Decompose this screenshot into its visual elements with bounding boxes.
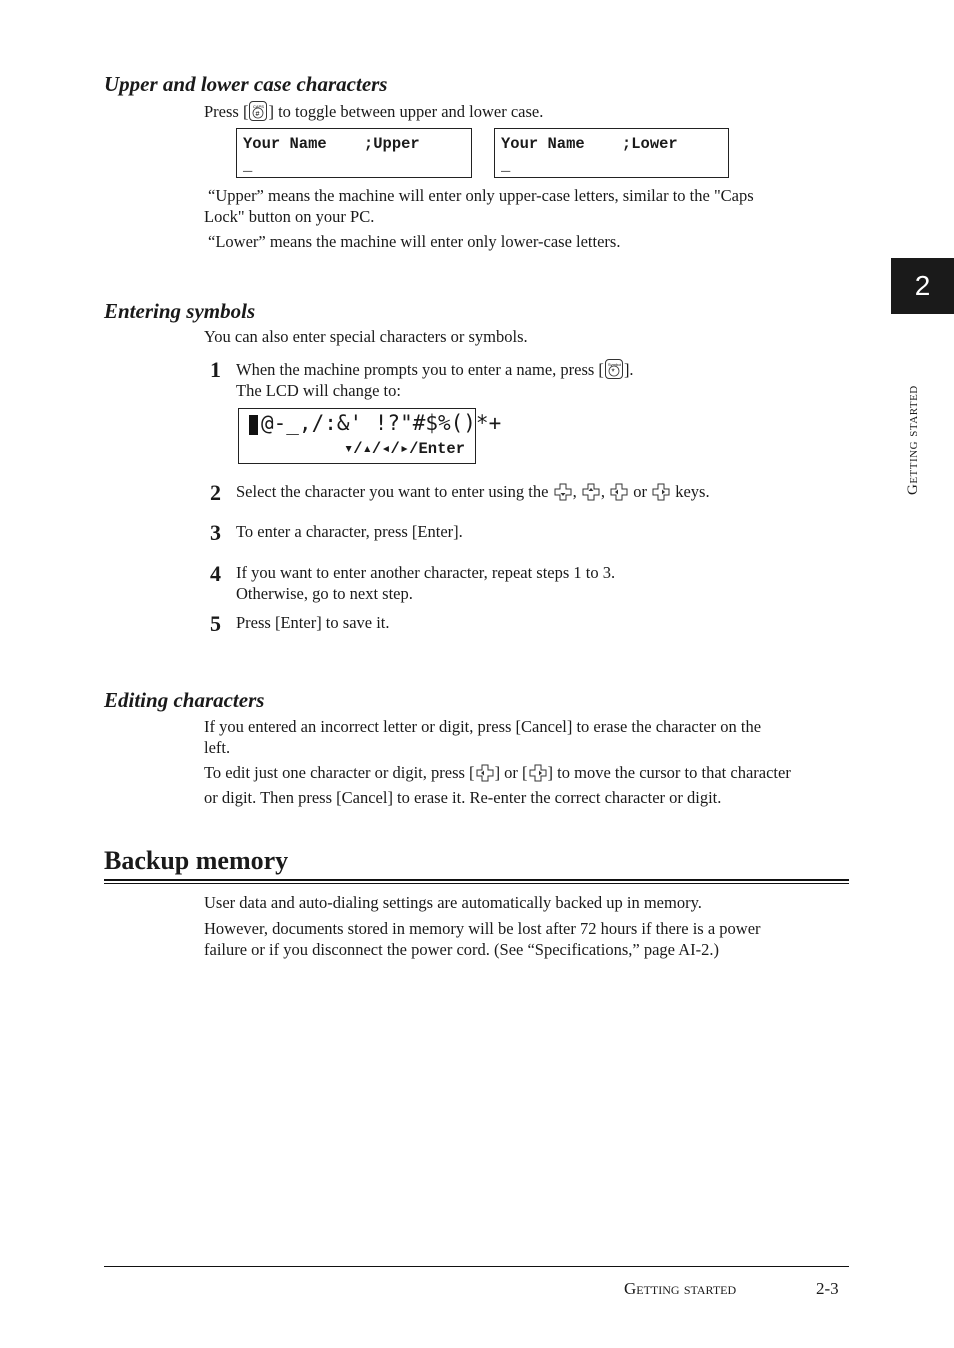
right-arrow-key-icon [529,764,547,788]
lcd-upper-display [236,128,472,178]
symbol-key-icon [605,359,623,379]
section-heading-editing: Editing characters [104,688,265,712]
step-5-text: Press [Enter] to save it. [236,613,390,632]
left-arrow-key-icon [476,764,494,788]
lcd-lower-line2: _ [501,157,511,175]
section-heading-upper-lower: Upper and lower case characters [104,72,388,96]
section-heading-symbols: Entering symbols [104,299,256,323]
lower-description: “Lower” means the machine will enter only lower-case letters. [208,232,621,251]
symbols-intro: You can also enter special characters or symbols. [204,327,528,346]
svg-text:*: * [611,367,615,377]
backup-paragraph-1: User data and auto-dialing settings are automatically backed up in memory. [204,893,702,912]
lcd-lower-display [494,128,729,178]
upper-description: “Upper” means the machine will enter only upper-case letters, similar to the "Caps Lock" button on your PC. [204,186,754,226]
step-2-text: Select the character you want to enter using the , , or keys. [236,482,710,507]
down-arrow-key-icon [554,483,572,507]
step-number-2: 2 [210,480,221,505]
lcd-symbols-line2: ▾/▴/◂/▸/Enter [343,440,465,458]
footer-section-title: Getting started [624,1279,737,1298]
caps-key-label: CAPS [253,104,265,109]
lcd-cursor-block [249,415,258,435]
lcd-symbols-line1: @-_,/:&' !?"#$%()*+ [261,411,502,435]
lcd-upper-line1: Your Name ;Upper [243,135,420,153]
lcd-upper-line2: _ [243,157,253,175]
side-chapter-label: Getting started [905,385,921,495]
symbol-key-label: Symbol [607,362,621,367]
footer-rule [104,1266,849,1267]
section-heading-backup: Backup memory [104,846,289,875]
editing-paragraph-1: If you entered an incorrect letter or digit, press [Cancel] to erase the character on the left. [204,717,762,757]
footer-page-number: 2-3 [816,1279,839,1298]
chapter-tab: 2 [891,258,954,314]
backup-paragraph-2: However, documents stored in memory will be lost after 72 hours if there is a power failure or if you disconnect the power cord. (See “Specifications,” page AI-2.) [204,919,761,959]
right-arrow-key-icon [652,483,670,507]
up-arrow-key-icon [582,483,600,507]
caps-key-icon [249,101,267,121]
step-number-1: 1 [210,357,221,382]
step-number-5: 5 [210,611,221,636]
step-4-text: If you want to enter another character, repeat steps 1 to 3. Otherwise, go to next step. [236,563,616,603]
step-1-text: When the machine prompts you to enter a name, press [ Symbol * ]. The LCD will change to: [236,360,634,400]
heading-rule-thin [104,883,849,884]
lcd-symbols-display [238,408,502,464]
lcd-lower-line1: Your Name ;Lower [501,135,678,153]
heading-rule-thick [104,879,849,881]
upper-lower-intro: Press [ CAPS # ] to toggle between upper and lower case. [204,102,544,121]
svg-text:#: # [255,111,260,118]
step-number-4: 4 [210,561,221,586]
left-arrow-key-icon [610,483,628,507]
step-3-text: To enter a character, press [Enter]. [236,522,463,541]
step-number-3: 3 [210,520,221,545]
editing-paragraph-2: To edit just one character or digit, press [ ] or [ ] to move the cursor to that character or digit. Then press [Cancel] to erase it. Re-enter the correct character or digit. [204,763,791,807]
